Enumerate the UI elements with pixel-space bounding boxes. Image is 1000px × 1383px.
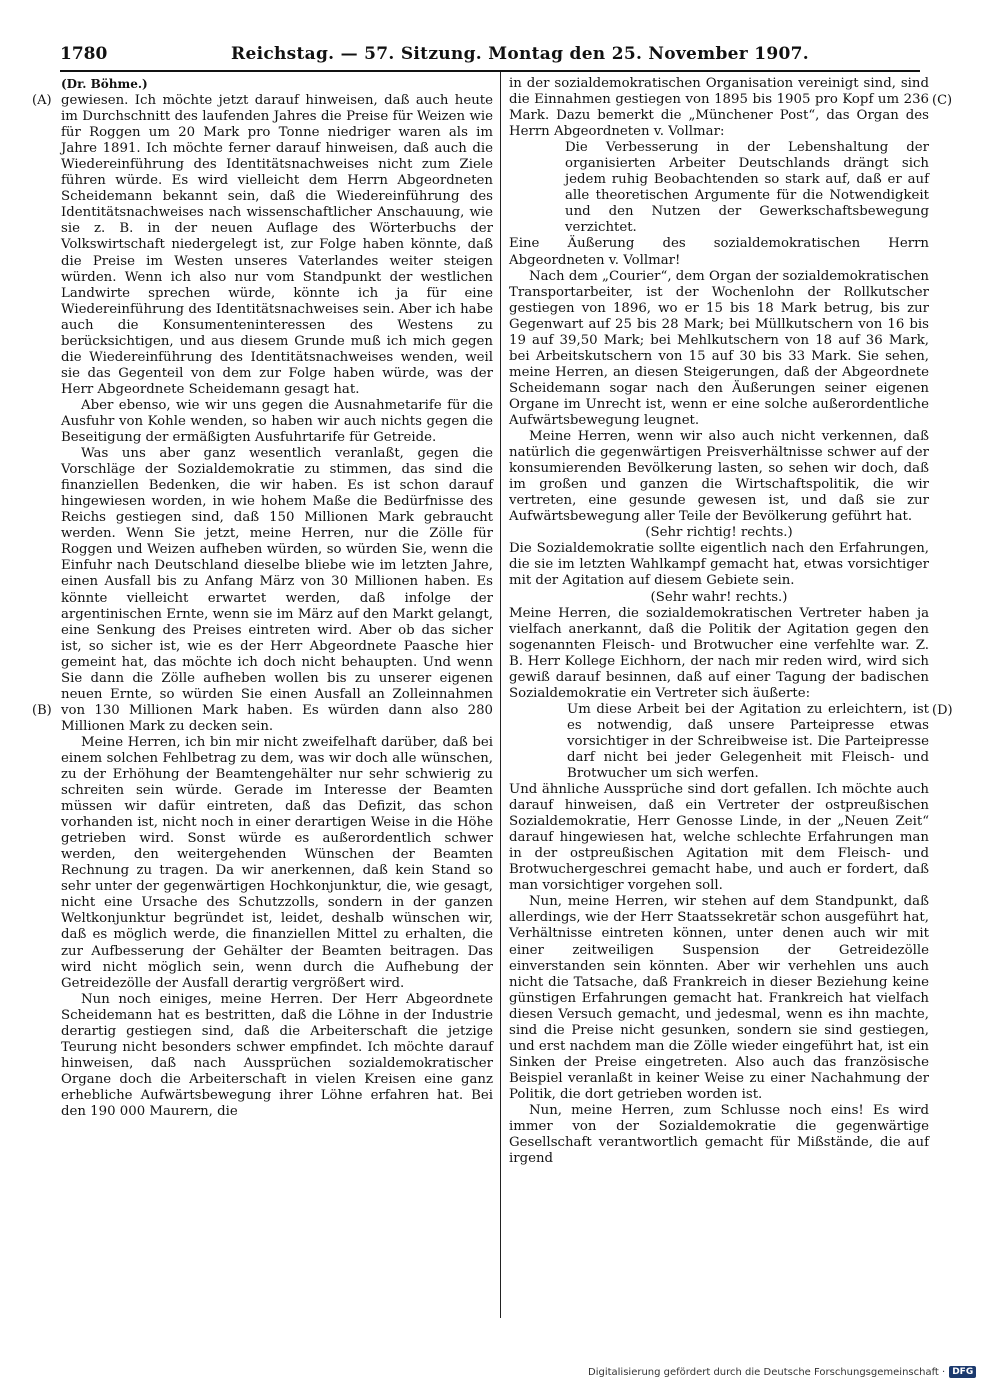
paragraph: Was uns aber ganz wesentlich veranlaßt, gegen die Vorschläge der Sozialdemokratie zu stimmen, das sind die finanziellen Bedenken, die wir haben. Es ist schon darauf hingewiesen worden, in wie hohem Maße die Bedürfnisse des Reichs gestiegen sind, daß 150 Millionen Mark gebraucht werden. Wenn Sie jetzt, meine Herren, nur die Zölle für Roggen und Weizen aufheben würden, so würden Sie, wenn die Einfuhr nach Deutschland dieselbe bliebe wie im letzten Jahre, einen Ausfall bis zu Anfang März von 30 Millionen haben. Es könnte vielleicht erwartet werden, daß infolge der argentinischen Ernte, wenn sie im März auf den Markt gelangt, eine Senkung des Preises eintreten wird. Aber ob das sicher ist, so sicher ist, wie es der Herr Abgeordnete Paasche hier gemeint hat, das möchte ich doch nicht behaupten. Und wenn Sie dann die Zölle aufheben wollen bis zu unserer eigenen neuen Ernte, so würden Sie einen Ausfall an Zolleinnahmen von 130 Millionen Mark haben. Es würden dann also 280 Millionen Mark zu decken sein. (61, 446, 493, 734)
right-column (509, 76, 929, 1167)
margin-marker-c: (C) (932, 93, 953, 108)
footer-credit (588, 1366, 976, 1378)
margin-marker-a: (A) (32, 93, 52, 108)
paragraph: Und ähnliche Aussprüche sind dort gefallen. Ich möchte auch darauf hinweisen, daß ein Vertreter der ostpreußischen Sozialdemokratie, Herr Genosse Linde, in der „Neuen Zeit“ darauf hingewiesen hat, welche schlechte Erfahrungen man in der ostpreußischen Agitation mit dem Fleisch- und Brotwuchergeschrei gemacht habe, und auch er fordert, daß man vorsichtiger vorgehen soll. (509, 782, 929, 894)
page-title: Reichstag. — 57. Sitzung. Montag den 25. November 1907. (231, 44, 809, 64)
paragraph: in der sozialdemokratischen Organisation vereinigt sind, sind die Einnahmen gestiegen von 1895 bis 1905 pro Kopf um 236 Mark. Dazu bemerkt die „Münchener Post“, das Organ des Herrn Abgeordneten v. Vollmar: (509, 76, 929, 140)
margin-marker-b: (B) (32, 703, 52, 718)
column-divider (500, 72, 501, 1318)
paragraph: Die Sozialdemokratie sollte eigentlich nach den Erfahrungen, die sie im letzten Wahlkampf gemacht hat, etwas vorsichtiger mit der Agitation auf diesem Gebiete sein. (509, 541, 929, 589)
header-rule (60, 70, 920, 72)
paragraph: Meine Herren, wenn wir also auch nicht verkennen, daß natürlich die gegenwärtigen Preisverhältnisse schwer auf der konsumierenden Bevölkerung lasten, so sehen wir doch, daß im großen und ganzen die Wirtschaftspolitik, die wir vertreten, eine gesunde gewesen ist, und daß sie zur Aufwärtsbewegung aller Teile der Bevölkerung geführt hat. (509, 429, 929, 525)
paragraph: Meine Herren, die sozialdemokratischen Vertreter haben ja vielfach anerkannt, daß die Politik der Agitation gegen den sogenannten Fleisch- und Brotwucher eine verfehlte war. Z. B. Herr Kollege Eichhorn, der nach mir reden wird, wird sich gewiß darauf besinnen, daß auf einer Tagung der badischen Sozialdemokratie ein Vertreter sich äußerte: (509, 605, 929, 701)
block-quote: Um diese Arbeit bei der Agitation zu erleichtern, ist es notwendig, daß unsere Parteipresse etwas vorsichtiger in der Schreibweise ist. Die Parteipresse darf nicht bei jeder Gelegenheit mit Fleisch- und Brotwucher um sich werfen. (567, 701, 929, 782)
paragraph: Nun noch einiges, meine Herren. Der Herr Abgeordnete Scheidemann hat es bestritten, daß die Löhne in der Industrie derartig gestiegen sind, daß die Arbeiterschaft die jetzige Teurung nicht besonders schwer empfindet. Ich möchte darauf hinweisen, daß nach Aussprüchen sozialdemokratischer Organe doch die Arbeiterschaft in vielen Kreisen eine ganz erhebliche Aufwärtsbewegung ihrer Löhne erfahren hat. Bei den 190 000 Maurern, die (61, 991, 493, 1119)
margin-marker-d: (D) (932, 703, 953, 718)
paragraph: Eine Äußerung des sozialdemokratischen Herrn Abgeordneten v. Vollmar! (509, 236, 929, 268)
paragraph: Nun, meine Herren, zum Schlusse noch eins! Es wird immer von der Sozialdemokratie die gegenwärtige Gesellschaft verantwortlich gemacht für Mißstände, die auf irgend (509, 1103, 929, 1167)
footer-text: Digitalisierung gefördert durch die Deutsche Forschungsgemeinschaft · (588, 1366, 946, 1378)
paragraph: Meine Herren, ich bin mir nicht zweifelhaft darüber, daß bei einem solchen Fehlbetrag zu dem, was wir doch alle wünschen, zu der Erhöhung der Beamtengehälter nur sehr schwierig zu schreiten sein würde. Gerade im Interesse der Beamten müssen wir dafür eintreten, daß das Defizit, das schon vorhanden ist, nicht noch in einer derartigen Weise in die Höhe getrieben wird. Sonst würde es außerordentlich schwer werden, den weitergehenden Wünschen der Beamten Rechnung zu tragen. Da wir anerkennen, daß kein Stand so sehr unter der gegenwärtigen Hochkonjunktur, die, wie gesagt, nicht eine Ursache des Schutzzolls, sondern in der ganzen Weltkonjunktur begründet ist, leidet, deshalb wünschen wir, daß es möglich werde, die finanziellen Mittel zu erhalten, die zur Aufbesserung der Gehälter der Beamten beitragen. Das wird nicht möglich sein, wenn durch die Aufhebung der Getreidezölle der Ausfall derartig vergrößert wird. (61, 734, 493, 991)
interjection: (Sehr wahr! rechts.) (650, 589, 788, 605)
page-number: 1780 (60, 44, 108, 64)
speaker-label: (Dr. Böhme.) (61, 77, 148, 91)
page-header (60, 44, 920, 70)
left-column (61, 76, 493, 1120)
paragraph: Aber ebenso, wie wir uns gegen die Ausnahmetarife für die Ausfuhr von Kohle wenden, so haben wir auch nichts gegen die Beseitigung der ermäßigten Ausfuhrtarife für Getreide. (61, 397, 493, 446)
dfg-logo: DFG (949, 1366, 976, 1378)
block-quote: Die Verbesserung in der Lebenshaltung der organisierten Arbeiter Deutschlands drängt sich jedem ruhig Beobachtenden so stark auf, daß er auf alle theoretischen Argumente für die Notwendigkeit und den Nutzen der Gewerkschaftsbewegung verzichtet. (565, 140, 929, 236)
paragraph: gewiesen. Ich möchte jetzt darauf hinweisen, daß auch heute im Durchschnitt des laufenden Jahres die Preise für Weizen wie für Roggen um 20 Mark pro Tonne niedriger waren als im Jahre 1891. Ich möchte ferner darauf hinweisen, daß auch die Wiedereinführung des Identitätsnachweises nicht zum Ziele führen würde. Es wird vielleicht dem Herrn Abgeordneten Scheidemann bekannt sein, daß die Wiedereinführung des Identitätsnachweises nach wissenschaftlicher Anschauung, wie sie z. B. in der neuen Auflage des Wörterbuchs der Volkswirtschaft niedergelegt ist, zur Folge haben könnte, daß die Preise im Westen unseres Vaterlandes weiter steigen würden. Wenn ich also nur vom Standpunkt der westlichen Landwirte sprechen würde, könnte ich ja für eine Wiedereinführung des Identitätsnachweises sein. Aber ich habe auch die Konsumenteninteressen des Westens zu berücksichtigen, und aus diesem Grunde muß ich mich gegen die Wiedereinführung des Identitätsnachweises wenden, weil sie das Gegenteil von dem zur Folge haben würde, was der Herr Abgeordnete Scheidemann gesagt hat. (61, 93, 493, 397)
paragraph: Nach dem „Courier“, dem Organ der sozialdemokratischen Transportarbeiter, ist der Wochenlohn der Rollkutscher gestiegen von 1896, wo er 15 bis 18 Mark betrug, bis zur Gegenwart auf 25 bis 28 Mark; bei Müllkutschern von 16 bis 19 auf 39,50 Mark; bei Mehlkutschern von 18 auf 36 Mark, bei Arbeitskutschern von 15 auf 30 bis 33 Mark. Sie sehen, meine Herren, an diesen Steigerungen, daß der Abgeordnete Scheidemann sogar nach den Äußerungen seiner eigenen Organe im Unrecht ist, wenn er eine solche außerordentliche Aufwärtsbewegung leugnet. (509, 268, 929, 428)
interjection: (Sehr richtig! rechts.) (645, 525, 793, 541)
paragraph: Nun, meine Herren, wir stehen auf dem Standpunkt, daß allerdings, wie der Herr Staatssekretär schon ausgeführt hat, Verhältnisse eintreten können, unter denen auch wir mit einer zeitweiligen Suspension der Getreidezölle einverstanden sein könnten. Aber wir verhehlen uns auch nicht die Tatsache, daß Frankreich in dieser Beziehung keine günstigen Erfahrungen gemacht hat. Frankreich hat vielfach diesen Versuch gemacht, und jedesmal, wenn es ihn machte, sind die Preise nicht gesunken, sondern sie sind gestiegen, und erst nachdem man die Zölle wieder eingeführt hat, ist ein Sinken der Preise eingetreten. Also auch das französische Beispiel veranlaßt in keiner Weise zu einer Nachahmung der Politik, die dort getrieben worden ist. (509, 894, 929, 1102)
